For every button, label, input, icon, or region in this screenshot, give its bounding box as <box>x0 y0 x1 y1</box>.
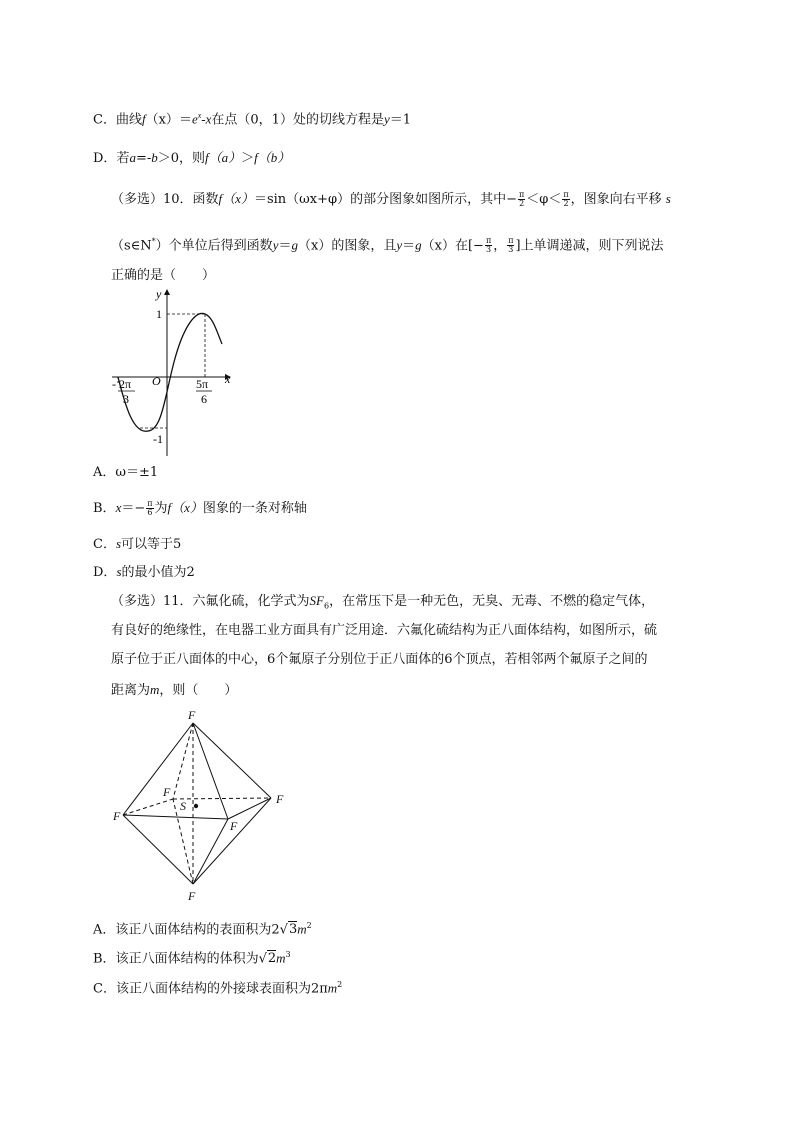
q11-stem-line-1: （多选）11．六氟化硫，化学式为$SF_6$，在常压下是一种无色，无臭、无毒、不燃的稳定气体， <box>111 593 655 611</box>
fraction: $\frac{\pi}{2}$ <box>563 190 569 208</box>
origin-label: O <box>152 374 161 388</box>
octahedron-figure <box>108 706 298 906</box>
x-tick-left-den: 3 <box>123 392 129 406</box>
fraction: $\frac{\pi}{2}$ <box>518 190 525 208</box>
x-tick-left-sign: - <box>112 377 116 391</box>
q11-option-b: B．该正八面体结构的体积为$√2m^3$ <box>93 950 291 967</box>
sine-curve <box>118 313 222 431</box>
sine-graph <box>110 284 240 460</box>
x-tick-left-num: 2π <box>119 377 132 391</box>
edge <box>228 798 271 819</box>
hidden-edge <box>173 798 271 799</box>
fluorine-label-right: F <box>276 792 284 806</box>
y-axis-label: y <box>156 287 162 301</box>
sulfur-atom-dot <box>194 804 198 808</box>
y-tick-1: 1 <box>156 307 162 321</box>
sulfur-label: S <box>180 799 186 813</box>
sqrt-sign: √ <box>279 922 288 938</box>
q11-option-c: C．该正八面体结构的外接球表面积为$2\pi m^2$ <box>93 980 343 997</box>
x-tick-right-num: 5π <box>196 377 209 391</box>
q11-option-a: A．该正八面体结构的表面积为$2√3m^2$ <box>93 921 312 938</box>
edge <box>193 723 271 798</box>
edge <box>123 815 228 819</box>
fraction: $\frac{\pi}{6}$ <box>147 499 153 517</box>
q10-stem-line-1: （多选）10．函数f（x）＝sin（ωx+φ）的部分图象如图所示，其中− $\frac{\pi}{2}$ ＜φ＜ $\frac{\pi}{2}$ ，图象向右平移 s <box>111 190 671 208</box>
q10-option-b: B．x＝− $\frac{\pi}{6}$ 为f（x）图象的一条对称轴 <box>93 499 307 517</box>
q10-stem-line-3: 正确的是（ ） <box>111 268 216 283</box>
fluorine-label-top: F <box>188 708 196 722</box>
q9-option-d: D．若a=-b＞0，则f（a）＞f（b） <box>93 150 291 166</box>
y-tick-neg1: -1 <box>153 432 163 446</box>
q9-option-c: C．曲线$f(x)=e^x-x$在点（0，1）处的切线方程是y＝1 <box>93 111 412 128</box>
hidden-edge <box>123 799 173 815</box>
hidden-edge <box>173 723 193 799</box>
q10-option-d: D．s的最小值为2 <box>93 564 195 580</box>
edge <box>193 723 228 819</box>
q11-stem-line-2: 有良好的绝缘性，在电器工业方面具有广泛用途．六氟化硫结构为正八面体结构，如图所示，硫 <box>111 623 658 638</box>
fluorine-label-front: F <box>230 819 238 833</box>
q11-stem-line-4: 距离为m，则（ ） <box>111 682 238 698</box>
x-axis-label: x <box>225 372 231 386</box>
q10-option-c: C．s可以等于5 <box>93 536 182 552</box>
fraction: $\frac{\pi}{3}$ <box>485 236 492 255</box>
option-letter: C． <box>93 112 116 128</box>
q10-stem-line-2: （s∈N*）个单位后得到函数y＝g（x）的图象，且y＝g（x）在[− $\frac{\pi}{3}$ ， $\frac{\pi}{3}$ ]上单调递减，则下列说法 <box>111 236 664 255</box>
q11-stem-line-3: 原子位于正八面体的中心，6个氟原子分别位于正八面体的6个顶点，若相邻两个氟原子之间的 <box>111 652 648 667</box>
q10-option-a: A．ω＝±1 <box>93 465 159 480</box>
fraction: $\frac{\pi}{3}$ <box>508 236 514 255</box>
x-tick-right-den: 6 <box>201 392 207 406</box>
fluorine-label-back: F <box>163 785 171 799</box>
sqrt-sign: √ <box>258 951 267 967</box>
fluorine-label-left: F <box>113 809 121 823</box>
edge <box>123 815 193 884</box>
fluorine-label-bottom: F <box>188 889 196 903</box>
option-letter: D． <box>93 151 117 166</box>
edge <box>193 798 271 884</box>
